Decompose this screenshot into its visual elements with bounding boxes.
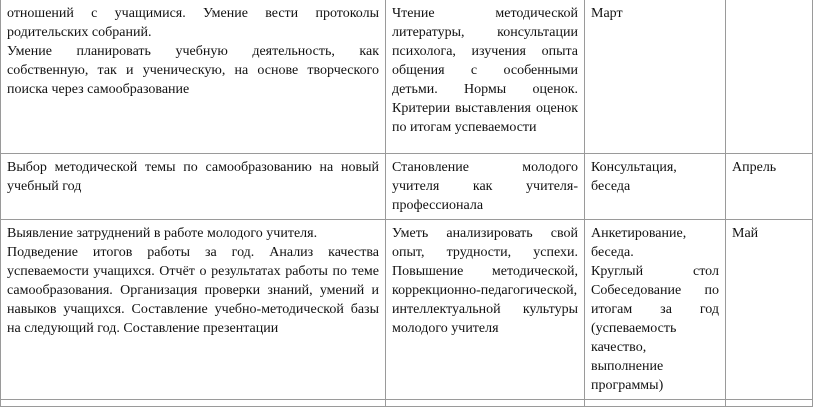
table-row-spacer	[1, 399, 813, 406]
table-cell-month	[726, 0, 813, 153]
table-cell-activity	[1, 219, 386, 399]
activity-text: Выбор методической темы по самообразованию на новый учебный год	[7, 159, 379, 194]
activity-text: отношений с учащимися. Умение вести протоколы родительских собраний.	[7, 6, 379, 40]
month-text: Апрель	[732, 159, 777, 175]
table-cell-activity	[1, 0, 386, 153]
table-cell-spacer	[386, 399, 585, 406]
table-row	[1, 0, 813, 153]
table-cell-form	[585, 0, 726, 153]
table-cell-month	[726, 219, 813, 399]
activity-text: Умение планировать учебную деятельность, как собственную, так и ученическую, на основе творческого поиска через самообразование	[7, 44, 379, 97]
table-row	[1, 219, 813, 399]
table-cell-spacer	[726, 399, 813, 406]
table-cell-spacer	[1, 399, 386, 406]
table-cell-content	[386, 219, 585, 399]
content-text: Уметь анализировать свой опыт, трудности, успехи. Повышение методической, коррекционно-педагогической, интеллектуальной культуры молодого учителя	[392, 225, 578, 336]
month-text: Май	[732, 225, 759, 241]
form-text: Март	[591, 6, 623, 21]
table-cell-form	[585, 153, 726, 219]
activity-text: Подведение итогов работы за год. Анализ качества успеваемости учащихся. Отчёт о результатах работы по теме самообразования. Организация проверки знаний, умений и навыков учащихся. Составление учебно-методической базы на следующий год. Составление презентации	[7, 244, 379, 336]
table-cell-content	[386, 0, 585, 153]
form-text: Круглый стол Собеседование по итогам за год (успеваемость качество, выполнение программы)	[591, 263, 719, 393]
content-text: Становление молодого учителя как учителя-профессионала	[392, 159, 578, 213]
form-text: Анкетирование, беседа.	[591, 225, 687, 260]
table-cell-activity	[1, 153, 386, 219]
table-row	[1, 153, 813, 219]
table-cell-content	[386, 153, 585, 219]
content-text: Чтение методической литературы, консультации психолога, изучения опыта общения с особенными детьми. Нормы оценок. Критерии выставления оценок по итогам успеваемости	[392, 6, 578, 135]
table-cell-spacer	[585, 399, 726, 406]
table-cell-month	[726, 153, 813, 219]
form-text: Консультация, беседа	[591, 159, 677, 194]
activity-text: Выявление затруднений в работе молодого учителя.	[7, 225, 318, 241]
table-cell-form	[585, 219, 726, 399]
